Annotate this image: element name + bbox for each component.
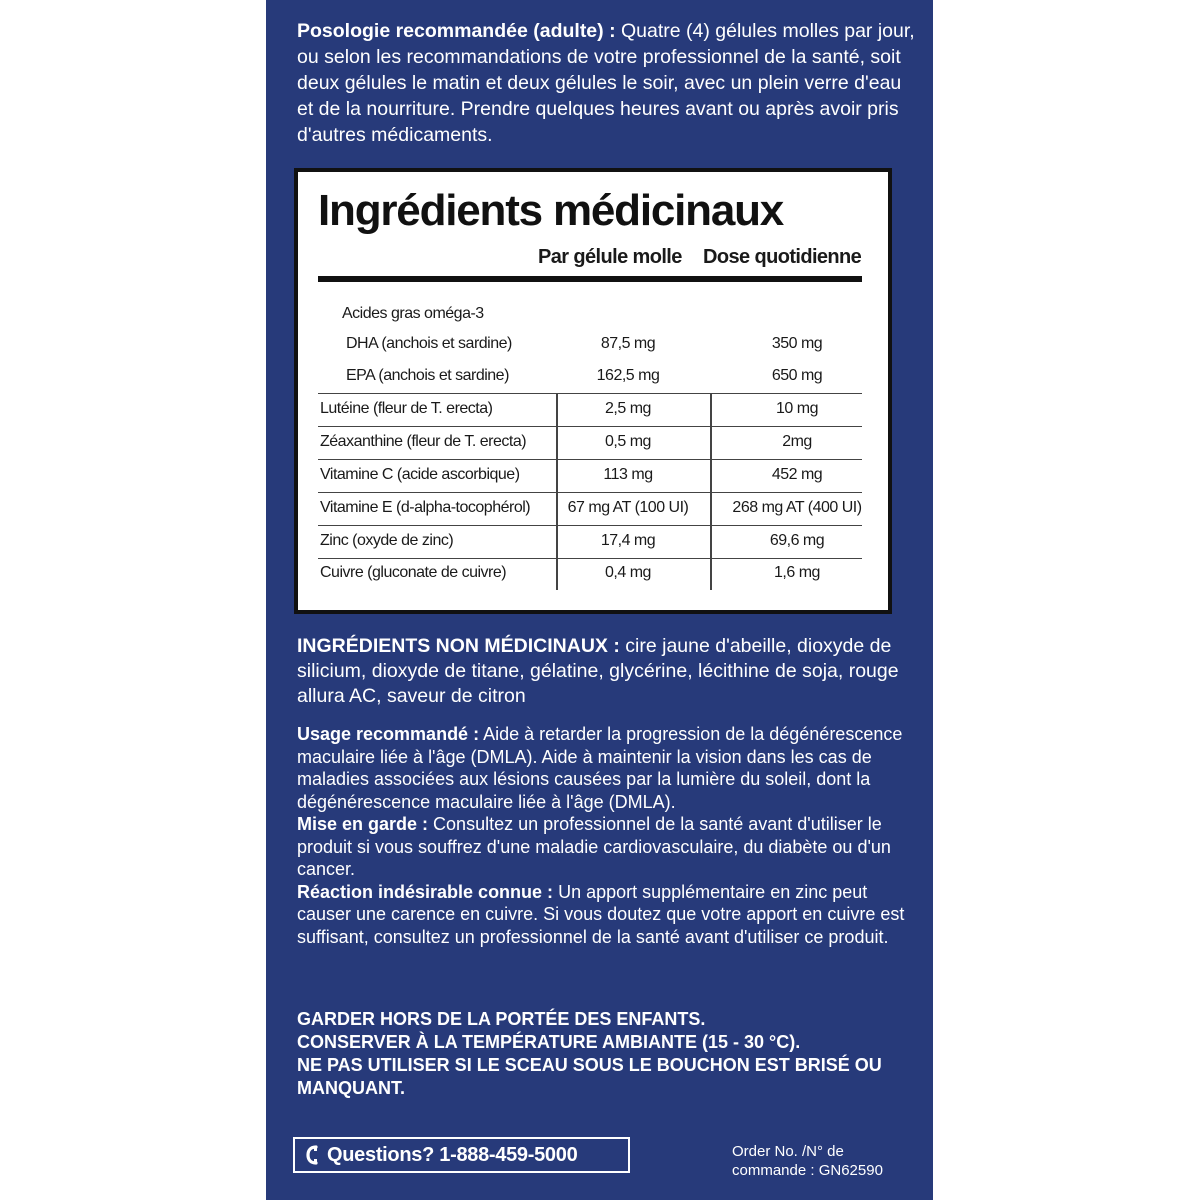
daily-dose-value: 10 mg	[776, 400, 818, 417]
table-title: Ingrédients médicinaux	[318, 186, 784, 235]
per-capsule-value: 162,5 mg	[596, 367, 660, 384]
order-number	[732, 1142, 912, 1180]
medicinal-ingredients-table	[294, 168, 892, 614]
caution-text: Consultez un professionnel de la santé avant d'utiliser le produit si vous souffrez d'une maladie cardiovasculaire, du diabète ou d'un cancer.	[297, 814, 891, 879]
warning-line: CONSERVER À LA TEMPÉRATURE AMBIANTE (15 - 30 °C).	[297, 1032, 801, 1052]
daily-dose-value: 1,6 mg	[774, 564, 820, 581]
warning-line: GARDER HORS DE LA PORTÉE DES ENFANTS.	[297, 1009, 706, 1029]
non-medicinal-heading: INGRÉDIENTS NON MÉDICINAUX :	[297, 635, 620, 657]
ingredient-label: Zéaxanthine (fleur de T. erecta)	[320, 433, 527, 450]
reaction-paragraph	[297, 881, 922, 949]
dosage-heading: Posologie recommandée (adulte) :	[297, 20, 616, 42]
daily-dose-value: 268 mg AT (400 UI)	[732, 499, 862, 516]
header-rule	[318, 276, 862, 282]
non-medicinal-text: cire jaune d'abeille, dioxyde de silicium, dioxyde de titane, gélatine, glycérine, lécithine de soja, rouge allura AC, saveur de citron	[297, 635, 899, 707]
per-capsule-value: 0,4 mg	[605, 564, 651, 581]
daily-dose-value: 452 mg	[771, 466, 823, 483]
table-row	[318, 361, 862, 394]
table-row	[318, 493, 862, 526]
reaction-heading: Réaction indésirable connue :	[297, 881, 554, 902]
ingredient-label: Vitamine C (acide ascorbique)	[320, 466, 520, 483]
phone-icon	[305, 1145, 319, 1165]
per-capsule-value: 0,5 mg	[605, 433, 651, 450]
per-capsule-value: 2,5 mg	[605, 400, 651, 417]
per-capsule-value: 67 mg AT (100 UI)	[567, 499, 689, 516]
table-row	[318, 526, 862, 559]
table-row	[318, 460, 862, 493]
reaction-text: Un apport supplémentaire en zinc peut causer une carence en cuivre. Si vous doutez que votre apport en cuivre est suffisant, consultez un professionnel de la santé avant d'utiliser ce produit.	[297, 881, 905, 947]
dosage-paragraph	[297, 18, 922, 148]
questions-phone-box	[293, 1137, 630, 1173]
daily-dose-value: 2mg	[782, 433, 812, 450]
order-line-2: commande : GN62590	[732, 1162, 883, 1179]
table-row	[318, 558, 862, 590]
daily-dose-value: 69,6 mg	[769, 532, 825, 549]
column-header-per-capsule: Par gélule molle	[538, 246, 682, 268]
table-row	[318, 299, 862, 331]
per-capsule-value: 87,5 mg	[600, 335, 656, 352]
ingredient-label: DHA (anchois et sardine)	[346, 335, 512, 352]
ingredient-label: Vitamine E (d-alpha-tocophérol)	[320, 499, 531, 516]
usage-section	[297, 723, 922, 948]
warnings-block	[297, 1008, 917, 1100]
table-row	[318, 427, 862, 460]
non-medicinal-paragraph	[297, 634, 922, 709]
label-panel	[266, 0, 933, 1200]
table-row	[318, 394, 862, 427]
ingredient-label: Cuivre (gluconate de cuivre)	[320, 564, 507, 581]
warning-line: NE PAS UTILISER SI LE SCEAU SOUS LE BOUCHON EST BRISÉ OU MANQUANT.	[297, 1055, 882, 1098]
ingredient-label: Acides gras oméga-3	[342, 305, 484, 322]
order-line-1: Order No. /N° de	[732, 1143, 844, 1160]
caution-paragraph	[297, 813, 922, 881]
ingredient-label: EPA (anchois et sardine)	[346, 367, 509, 384]
daily-dose-value: 350 mg	[771, 335, 823, 352]
dosage-text: Quatre (4) gélules molles par jour, ou selon les recommandations de votre professionnel de la santé, soit deux gélules le matin et deux gélules le soir, avec un plein verre d'eau et de la nourriture. Prendre quelques heures avant ou après avoir pris d'autres médicaments.	[297, 20, 915, 146]
table-row	[318, 329, 862, 361]
ingredient-label: Zinc (oxyde de zinc)	[320, 532, 454, 549]
usage-text: Aide à retarder la progression de la dégénérescence maculaire liée à l'âge (DMLA). Aide à maintenir la vision dans les cas de maladies associées aux lésions causées par la lumière du soleil, dont la dégénérescence maculaire liée à l'âge (DMLA).	[297, 724, 903, 812]
per-capsule-value: 17,4 mg	[600, 532, 656, 549]
usage-paragraph	[297, 723, 922, 813]
per-capsule-value: 113 mg	[603, 466, 653, 483]
column-header-daily-dose: Dose quotidienne	[703, 246, 862, 268]
ingredient-label: Lutéine (fleur de T. erecta)	[320, 400, 493, 417]
questions-phone-text: Questions? 1-888-459-5000	[327, 1144, 578, 1166]
usage-heading: Usage recommandé :	[297, 724, 480, 744]
caution-heading: Mise en garde :	[297, 814, 429, 834]
daily-dose-value: 650 mg	[771, 367, 823, 384]
